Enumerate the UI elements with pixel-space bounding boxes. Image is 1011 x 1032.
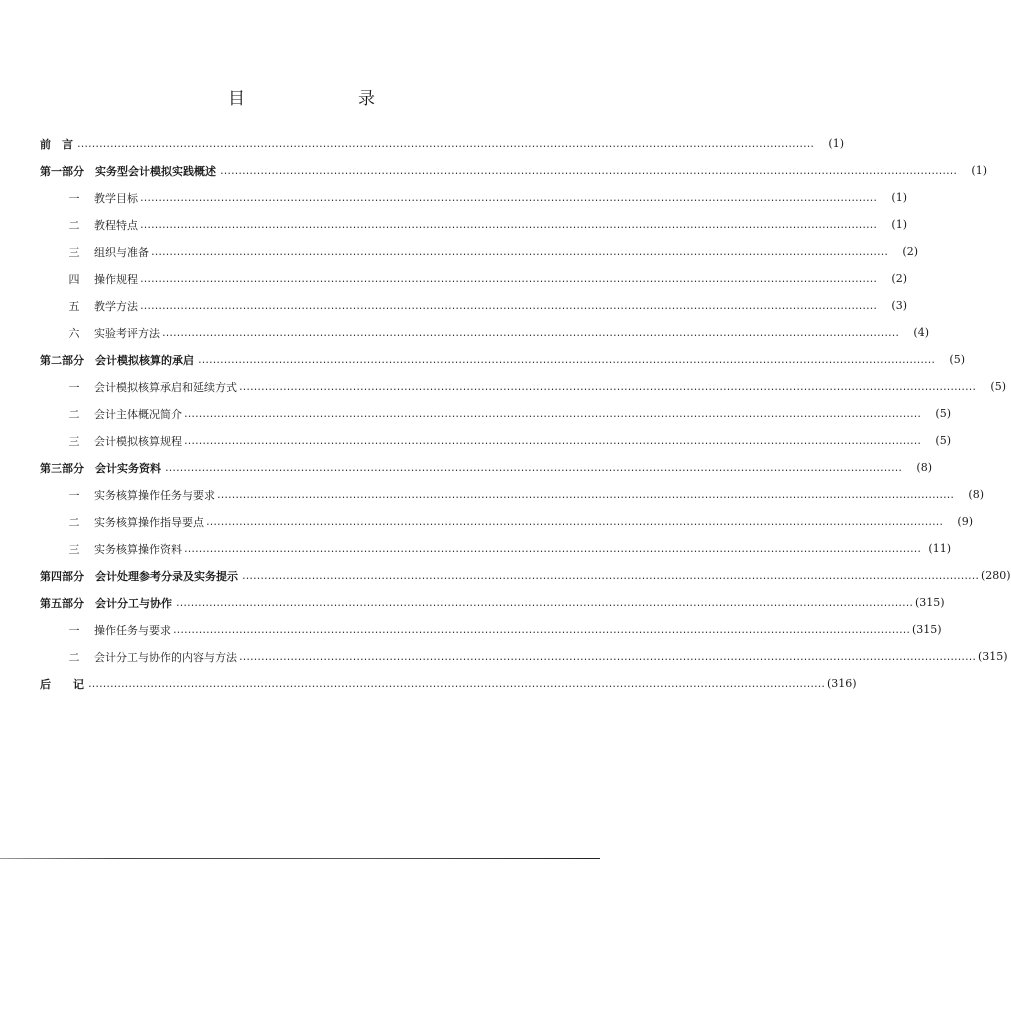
toc-entry-page: (2) — [902, 245, 918, 258]
toc-entry-label: 第四部分 会计处理参考分录及实务提示 — [40, 569, 238, 583]
toc-entry — [40, 643, 1008, 670]
toc-entry-page: (315) — [912, 623, 942, 636]
toc-entry-leader: ………………………………………………………………………………………………………………………………………………………………………………… — [140, 218, 877, 231]
toc-entry-label: 教学方法 — [94, 299, 138, 313]
toc-entry-leader: ………………………………………………………………………………………………………………………………………………………………………………… — [151, 245, 888, 258]
toc-entry — [40, 454, 932, 481]
toc-entry-label: 第三部分 会计实务资料 — [40, 461, 161, 475]
toc-entry-leader: ………………………………………………………………………………………………………………………………………………………………………………… — [239, 650, 976, 663]
toc-entry-page: (3) — [891, 299, 907, 312]
toc-entry-label: 后 记 — [40, 677, 84, 691]
toc-entry — [40, 319, 929, 346]
toc-entry-leader: ………………………………………………………………………………………………………………………………………………………………………………… — [184, 542, 921, 555]
toc-entry-label: 操作任务与要求 — [94, 623, 171, 637]
toc-entry-number: 三 — [68, 245, 80, 259]
toc-entry-page: (315) — [915, 596, 945, 609]
toc-entry-label: 实务核算操作任务与要求 — [94, 488, 215, 502]
toc-entry — [40, 130, 844, 157]
toc-entry-page: (1) — [971, 164, 987, 177]
toc-entry-number: 三 — [68, 434, 80, 448]
toc-entry-label: 会计模拟核算承启和延续方式 — [94, 380, 237, 394]
toc-entry-leader: ………………………………………………………………………………………………………………………………………………………………………………… — [162, 326, 899, 339]
toc-entry-number: 五 — [68, 299, 80, 313]
toc-entry-page: (8) — [916, 461, 932, 474]
toc-entry — [40, 400, 951, 427]
toc-entry-number: 六 — [68, 326, 80, 340]
toc-entry — [40, 346, 965, 373]
toc-entry-leader: ………………………………………………………………………………………………………………………………………………………………………………… — [77, 137, 814, 150]
toc-entry-number: 二 — [68, 218, 80, 232]
toc-entry — [40, 373, 1006, 400]
toc-entry-page: (1) — [891, 191, 907, 204]
toc-entry-leader: ………………………………………………………………………………………………………………………………………………………………………………… — [176, 596, 913, 609]
toc-entry — [40, 508, 973, 535]
toc-entry-page: (4) — [913, 326, 929, 339]
toc-entry — [40, 589, 945, 616]
toc-entry — [40, 184, 907, 211]
toc-entry-leader: ………………………………………………………………………………………………………………………………………………………………………………… — [184, 407, 921, 420]
toc-entry-label: 实务核算操作资料 — [94, 542, 182, 556]
toc-entry-label: 实务核算操作指导要点 — [94, 515, 204, 529]
toc-entry — [40, 562, 1011, 589]
toc-entry-number: 二 — [68, 650, 80, 664]
toc-entry-label: 会计模拟核算规程 — [94, 434, 182, 448]
toc-title-left: 目 — [228, 89, 245, 109]
toc-entry — [40, 670, 857, 697]
toc-entry — [40, 427, 951, 454]
toc-entry — [40, 265, 907, 292]
toc-entry-label: 第一部分 实务型会计模拟实践概述 — [40, 164, 216, 178]
toc-entry-label: 会计分工与协作的内容与方法 — [94, 650, 237, 664]
toc-entry — [40, 292, 907, 319]
toc-entry-page: (5) — [935, 434, 951, 447]
toc-entry-number: 一 — [68, 380, 80, 394]
toc-entry-label: 第二部分 会计模拟核算的承启 — [40, 353, 194, 367]
toc-entry-number: 一 — [68, 488, 80, 502]
toc-entry-label: 会计主体概况简介 — [94, 407, 182, 421]
toc-entry-page: (8) — [968, 488, 984, 501]
toc-entry-page: (2) — [891, 272, 907, 285]
toc-entry-page: (316) — [827, 677, 857, 690]
bottom-rule — [0, 858, 600, 859]
toc-entry-label: 教程特点 — [94, 218, 138, 232]
toc-entry — [40, 211, 907, 238]
toc-entry-page: (9) — [957, 515, 973, 528]
toc-entry — [40, 157, 987, 184]
toc-entry — [40, 616, 942, 643]
toc-entry-leader: ………………………………………………………………………………………………………………………………………………………………………………… — [242, 569, 979, 582]
toc-entry-page: (1) — [891, 218, 907, 231]
toc-entry-label: 教学目标 — [94, 191, 138, 205]
toc-entry-label: 操作规程 — [94, 272, 138, 286]
toc-entry-page: (11) — [928, 542, 951, 555]
toc-entry-leader: ………………………………………………………………………………………………………………………………………………………………………………… — [198, 353, 935, 366]
toc-entry-label: 前 言 — [40, 137, 73, 151]
toc-entry-leader: ………………………………………………………………………………………………………………………………………………………………………………… — [165, 461, 902, 474]
toc-entry-number: 三 — [68, 542, 80, 556]
toc-entry-leader: ………………………………………………………………………………………………………………………………………………………………………………… — [140, 272, 877, 285]
toc-entry-leader: ………………………………………………………………………………………………………………………………………………………………………………… — [173, 623, 910, 636]
toc-entry-leader: ………………………………………………………………………………………………………………………………………………………………………………… — [184, 434, 921, 447]
toc-entry-page: (1) — [828, 137, 844, 150]
toc-entry-number: 二 — [68, 515, 80, 529]
table-of-contents — [40, 130, 1011, 697]
toc-entry-leader: ………………………………………………………………………………………………………………………………………………………………………………… — [88, 677, 825, 690]
toc-entry-number: 四 — [68, 272, 80, 286]
toc-entry-leader: ………………………………………………………………………………………………………………………………………………………………………………… — [140, 191, 877, 204]
toc-entry-page: (315) — [978, 650, 1008, 663]
toc-entry-leader: ………………………………………………………………………………………………………………………………………………………………………………… — [217, 488, 954, 501]
toc-entry-number: 二 — [68, 407, 80, 421]
toc-entry-leader: ………………………………………………………………………………………………………………………………………………………………………………… — [220, 164, 957, 177]
toc-entry-number: 一 — [68, 191, 80, 205]
toc-entry-number: 一 — [68, 623, 80, 637]
toc-entry-label: 组织与准备 — [94, 245, 149, 259]
toc-entry-leader: ………………………………………………………………………………………………………………………………………………………………………………… — [140, 299, 877, 312]
toc-entry — [40, 481, 984, 508]
toc-title-right: 录 — [358, 89, 375, 109]
toc-entry-page: (5) — [949, 353, 965, 366]
toc-entry-leader: ………………………………………………………………………………………………………………………………………………………………………………… — [206, 515, 943, 528]
toc-entry — [40, 238, 918, 265]
toc-entry-label: 实验考评方法 — [94, 326, 160, 340]
toc-entry — [40, 535, 951, 562]
toc-entry-page: (280) — [981, 569, 1011, 582]
toc-entry-leader: ………………………………………………………………………………………………………………………………………………………………………………… — [239, 380, 976, 393]
toc-entry-page: (5) — [990, 380, 1006, 393]
toc-entry-label: 第五部分 会计分工与协作 — [40, 596, 172, 610]
toc-entry-page: (5) — [935, 407, 951, 420]
